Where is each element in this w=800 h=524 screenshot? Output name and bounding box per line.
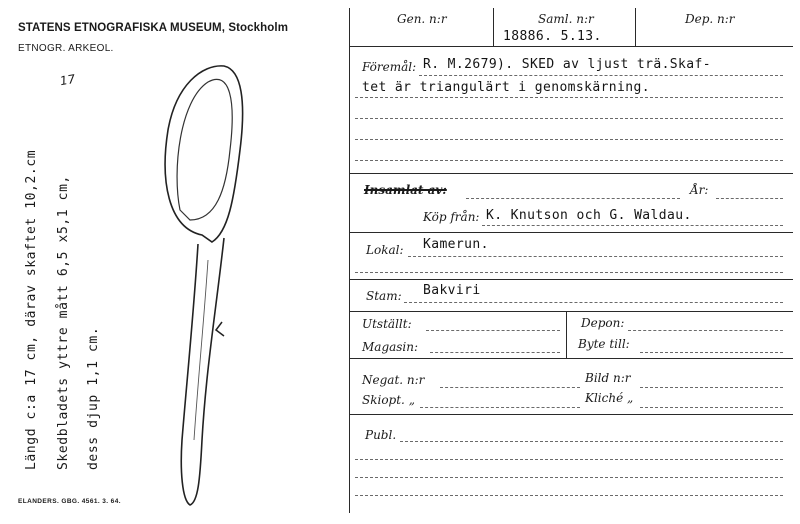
kop-value: K. Knutson och G. Waldau. [486,208,692,223]
utstallt-label: Utställt: [362,317,412,331]
utstallt-divider [566,311,567,358]
length-note: Längd c:a 17 cm, därav skaftet 10,2.cm [24,149,39,470]
foremal-rule-1 [419,75,783,76]
kop-label: Köp från: [423,210,480,224]
foremal-rule-2 [355,97,783,98]
lokal-rule-2 [355,272,783,273]
insamlat-label-struck: Insamlat av: [364,183,447,197]
publ-rule-1 [400,441,783,442]
header-divider-2 [635,8,636,46]
publ-label: Publ. [365,428,397,442]
card-left-border [349,8,350,513]
magasin-label: Magasin: [362,340,419,354]
kliche-label: Kliché „ [585,391,634,405]
bowl-dimensions-note: Skedbladets yttre mått 6,5 x5,1 cm, [56,175,71,470]
ar-label: År: [690,183,709,197]
foremal-rule-3 [355,118,783,119]
depon-label: Depon: [581,316,625,330]
publ-rule-2 [355,459,783,460]
depon-rule [628,330,783,331]
stam-rule [404,302,783,303]
handwritten-number: 17 [58,71,77,89]
stam-value: Bakviri [423,283,481,298]
byte-label: Byte till: [578,337,630,351]
museum-name-text: STATENS ETNOGRAFISKA MUSEUM, [18,22,226,34]
kliche-rule [640,407,783,408]
negat-rule [440,387,580,388]
foremal-line-1: R. M.2679). SKED av ljust trä.Skaf- [423,57,711,72]
utstallt-rule [426,330,560,331]
lokal-section-rule [349,279,793,280]
department-label: ETNOGR. ARKEOL. [18,43,114,54]
kop-rule [482,225,783,226]
saml-label: Saml. n:r [538,12,594,26]
insamlat-rule [466,198,680,199]
foremal-rule-4 [355,139,783,140]
gen-label: Gen. n:r [397,12,447,26]
stam-label: Stam: [366,289,402,303]
stam-section-rule [349,311,793,312]
header-divider-1 [493,8,494,46]
negat-label: Negat. n:r [362,373,425,387]
printer-mark: ELANDERS. GBG. 4561. 3. 64. [18,498,121,505]
ar-rule [716,198,783,199]
foremal-section-rule [349,173,793,174]
spoon-drawing [150,60,270,510]
skiopt-rule [420,407,580,408]
lokal-value: Kamerun. [423,237,489,252]
magasin-section-rule [349,358,793,359]
dep-label: Dep. n:r [685,12,735,26]
foremal-label: Föremål: [362,60,417,74]
kop-section-rule [349,232,793,233]
publ-rule-3 [355,477,783,478]
publ-rule-4 [355,495,783,496]
museum-city: Stockholm [228,22,289,34]
negat-section-rule [349,414,793,415]
bild-label: Bild n:r [585,371,631,385]
depth-note: dess djup 1,1 cm. [86,326,101,470]
magasin-rule [430,352,560,353]
foremal-rule-5 [355,160,783,161]
lokal-label: Lokal: [366,243,404,257]
saml-number: 18886. 5.13. [503,29,602,44]
header-rule [349,46,793,47]
byte-rule [640,352,783,353]
bild-rule [640,387,783,388]
foremal-line-2: tet är triangulärt i genomskärning. [362,80,650,95]
museum-name [18,22,288,34]
skiopt-label: Skiopt. „ [362,393,415,407]
lokal-rule-1 [408,256,783,257]
